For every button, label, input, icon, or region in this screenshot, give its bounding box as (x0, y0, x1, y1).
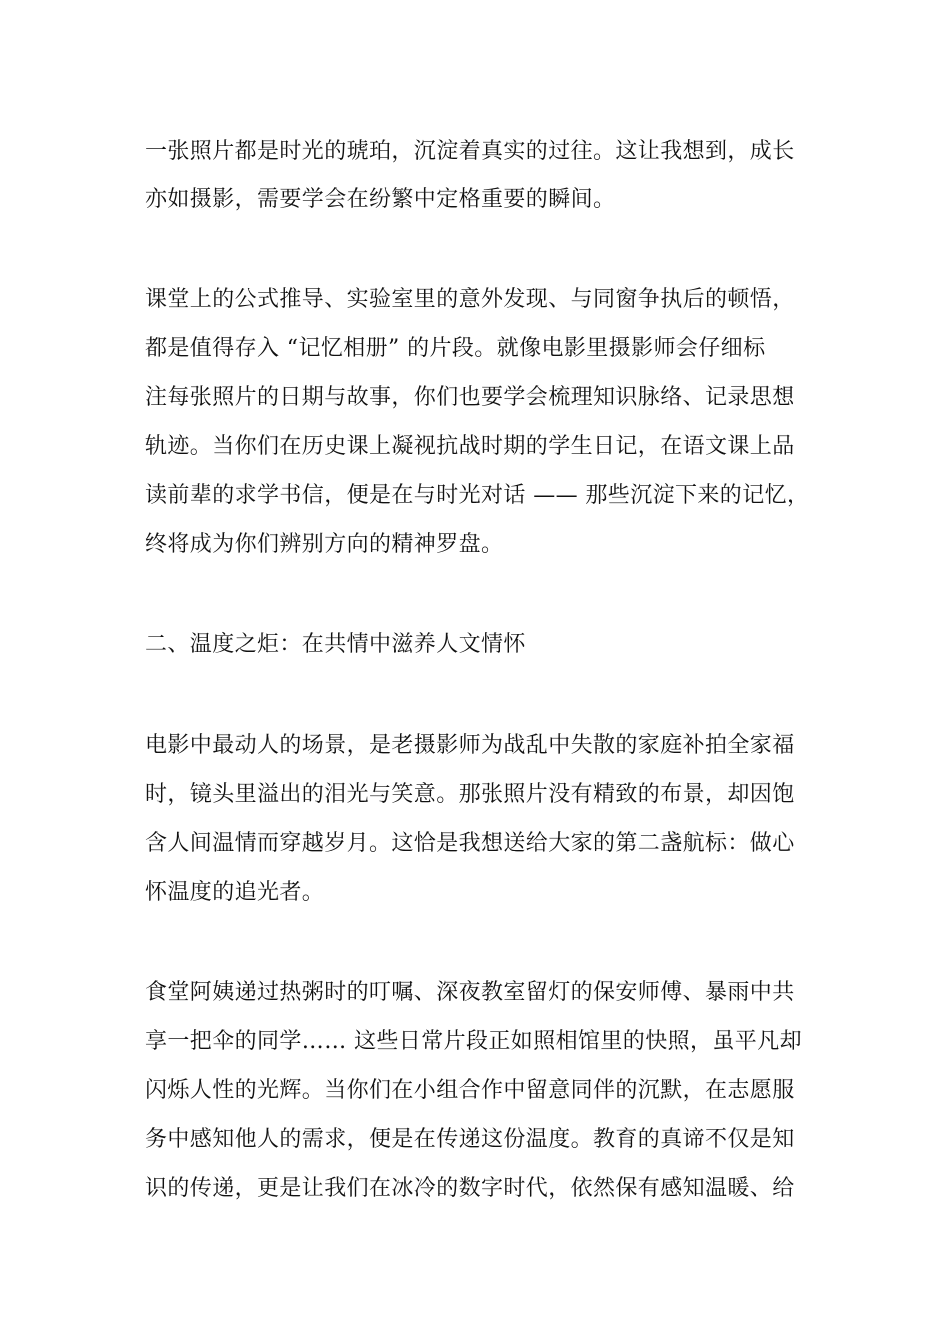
section-heading: 二、温度之炬：在共情中滋养人文情怀 (145, 632, 526, 657)
paragraph-2-line-4: 轨迹。当你们在历史课上凝视抗战时期的学生日记，在语文课上品 (145, 434, 795, 459)
paragraph-4-line-3: 闪烁人性的光辉。当你们在小组合作中留意同伴的沉默，在志愿服 (145, 1078, 795, 1103)
paragraph-1-line-2: 亦如摄影，需要学会在纷繁中定格重要的瞬间。 (145, 187, 616, 212)
paragraph-3-line-4: 怀温度的追光者。 (145, 880, 325, 905)
paragraph-2-line-2: 都是值得存入 “记忆相册” 的片段。就像电影里摄影师会仔细标 (145, 336, 766, 361)
paragraph-4-line-2: 享一把伞的同学…… 这些日常片段正如照相馆里的快照，虽平凡却 (145, 1029, 802, 1054)
paragraph-2-line-3: 注每张照片的日期与故事，你们也要学会梳理知识脉络、记录思想 (145, 385, 795, 410)
paragraph-4-line-1: 食堂阿姨递过热粥时的叮嘱、深夜教室留灯的保安师傅、暴雨中共 (145, 980, 795, 1005)
paragraph-3-line-3: 含人间温情而穿越岁月。这恰是我想送给大家的第二盏航标：做心 (145, 831, 795, 856)
paragraph-2-line-6: 终将成为你们辨别方向的精神罗盘。 (145, 532, 504, 557)
paragraph-1-line-1: 一张照片都是时光的琥珀，沉淀着真实的过往。这让我想到，成长 (145, 139, 795, 164)
paragraph-3-line-1: 电影中最动人的场景，是老摄影师为战乱中失散的家庭补拍全家福 (145, 733, 795, 758)
paragraph-2-line-5: 读前辈的求学书信，便是在与时光对话 —— 那些沉淀下来的记忆， (145, 483, 810, 508)
paragraph-4-line-5: 识的传递，更是让我们在冰冷的数字时代，依然保有感知温暖、给 (145, 1176, 795, 1201)
paragraph-3-line-2: 时，镜头里溢出的泪光与笑意。那张照片没有精致的布景，却因饱 (145, 782, 795, 807)
paragraph-2-line-1: 课堂上的公式推导、实验室里的意外发现、与同窗争执后的顿悟， (145, 287, 795, 312)
paragraph-4-line-4: 务中感知他人的需求，便是在传递这份温度。教育的真谛不仅是知 (145, 1127, 795, 1152)
